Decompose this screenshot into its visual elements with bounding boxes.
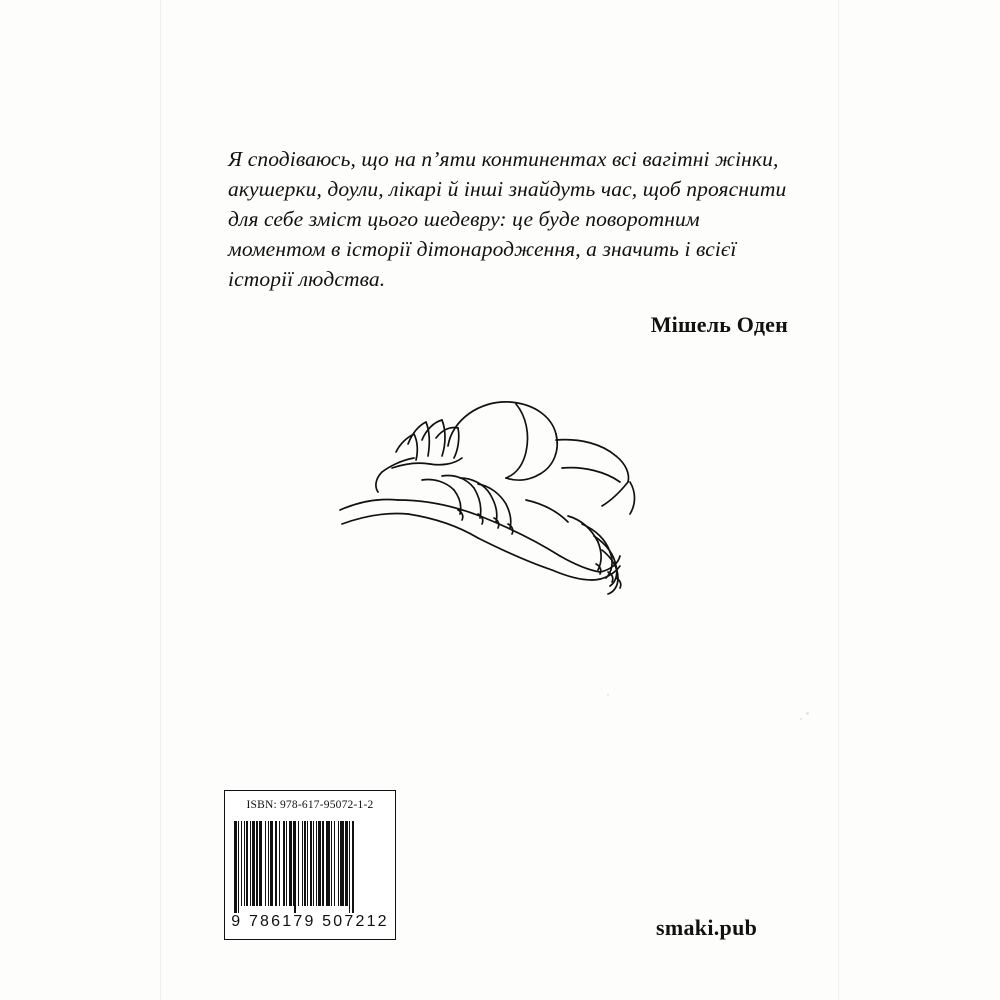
barcode-bars [234,821,387,906]
line-drawing-hands-holding-newborn-icon [330,360,670,600]
quote-author: Мішель Оден [650,312,788,337]
paper-speck [607,694,609,696]
paper-edge-right [838,0,839,1000]
paper-speck [806,712,809,715]
quote-text: Я сподіваюсь, що на п’яти континентах всі вагітні жінки, акушерки, доули, лікарі й інші знайдуть час, щоб прояснити для себе зміст цього шедевру: це буде поворотним моментом в історії дітонародження, а значить і всієї історії людства. [228,147,787,291]
barcode-digits: 9 786179 507212 [231,913,389,930]
paper-edge-left [160,0,161,1000]
publisher-name: smaki.pub [656,915,758,940]
barcode-box [224,790,396,940]
quote-block [228,144,788,338]
isbn-label: ISBN: 978-617-95072-1-2 [246,799,374,811]
paper-speck [800,718,802,720]
